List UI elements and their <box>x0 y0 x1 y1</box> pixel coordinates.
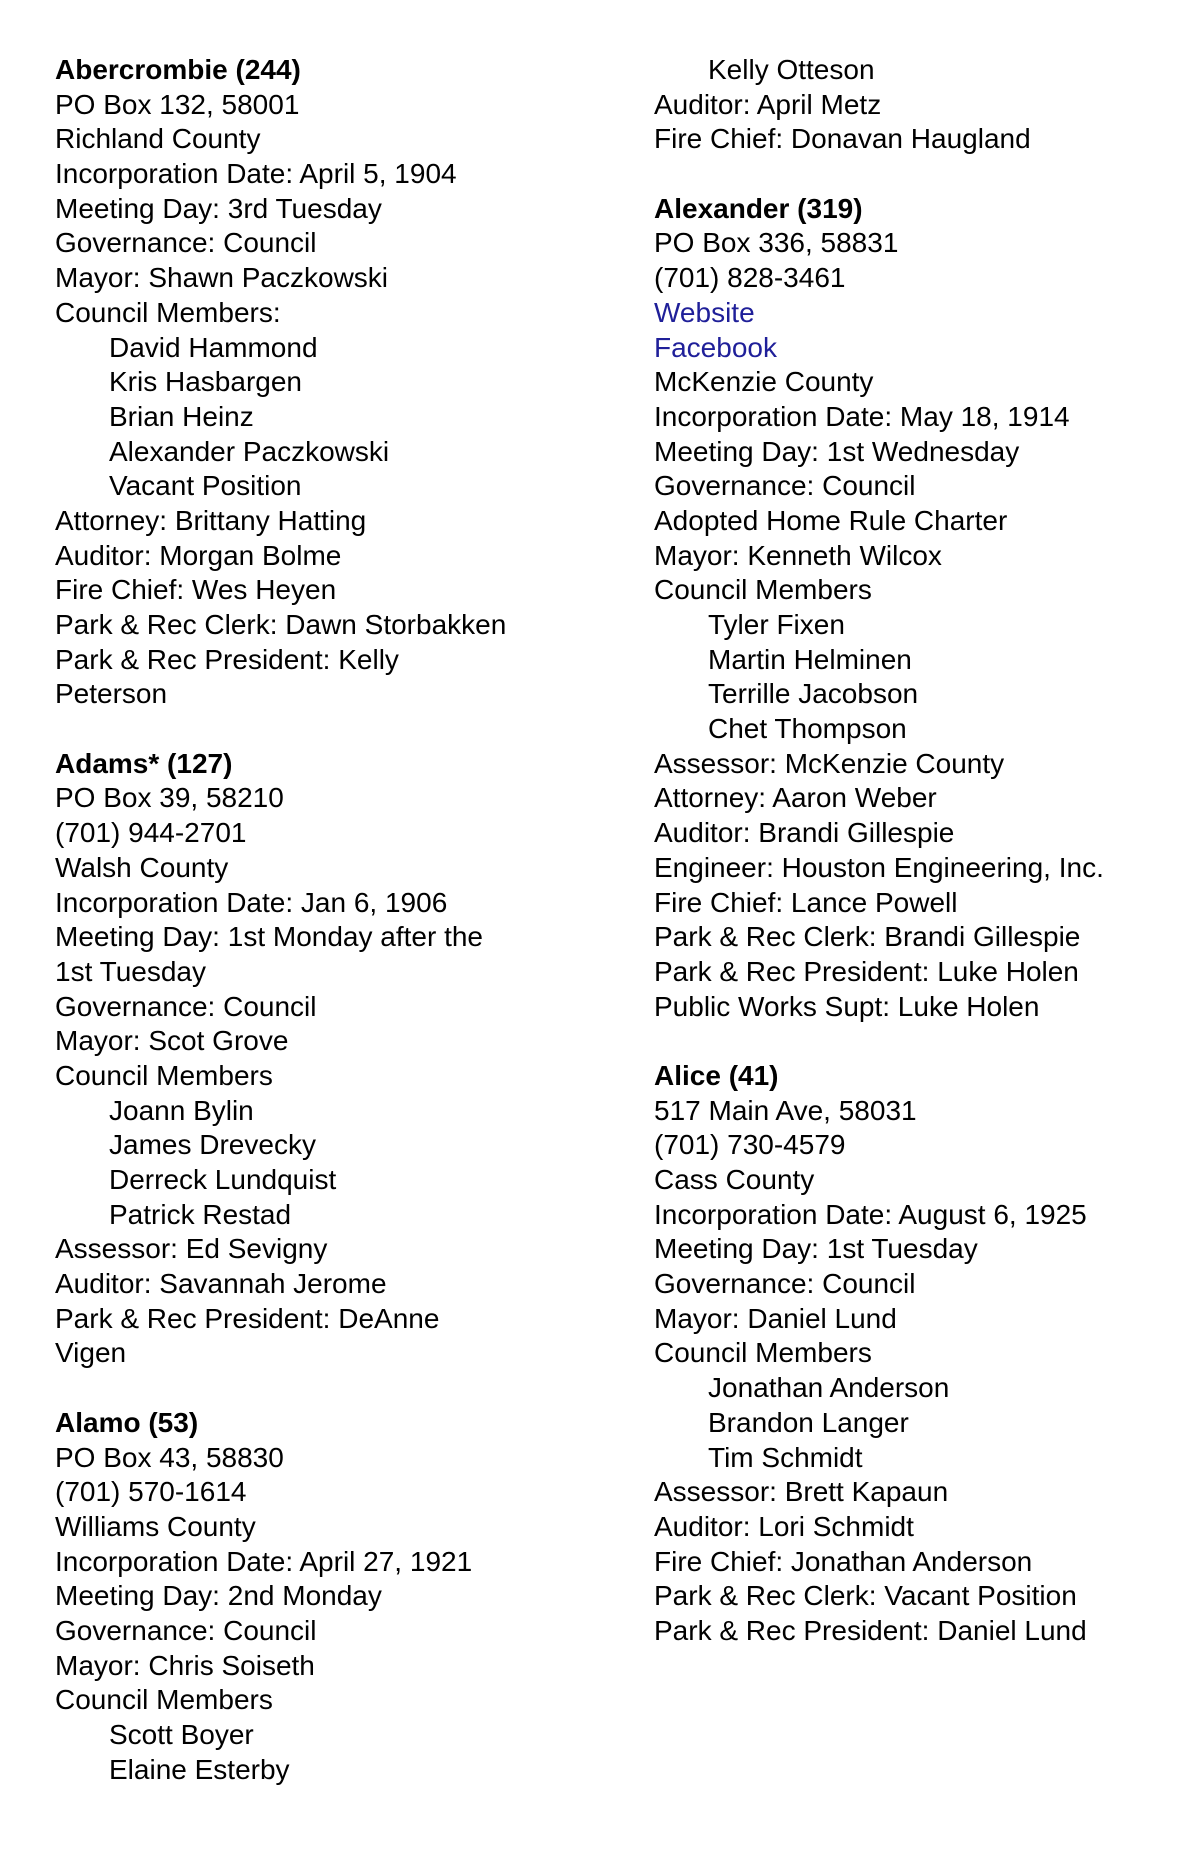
entry-spacer <box>654 1024 1194 1059</box>
council-member: Vacant Position <box>109 470 302 502</box>
park-rec-president: Park & Rec President: Luke Holen <box>654 955 1079 987</box>
assessor: Assessor: Ed Sevigny <box>55 1233 328 1265</box>
council-member: Alexander Paczkowski <box>109 435 390 467</box>
fire-chief: Fire Chief: Lance Powell <box>654 886 958 918</box>
entry-spacer <box>55 1371 615 1406</box>
governance: Governance: Council <box>55 1614 317 1646</box>
meeting-day-continued: 1st Tuesday <box>55 955 206 987</box>
park-rec-clerk: Park & Rec Clerk: Brandi Gillespie <box>654 921 1081 953</box>
council-member: Tyler Fixen <box>708 609 845 640</box>
council-members-label: Council Members <box>55 1684 273 1716</box>
council-member: Brian Heinz <box>109 400 254 432</box>
city-county: McKenzie County <box>654 366 874 398</box>
council-member: Terrille Jacobson <box>708 678 919 710</box>
city-address: PO Box 43, 58830 <box>55 1441 284 1473</box>
city-county: Richland County <box>55 123 261 155</box>
council-member: Brandon Langer <box>708 1406 909 1438</box>
city-heading-adams: Adams* (127) <box>55 747 233 779</box>
meeting-day: Meeting Day: 3rd Tuesday <box>55 192 382 224</box>
park-rec-clerk: Park & Rec Clerk: Dawn Storbakken <box>55 609 507 640</box>
incorporation-date: Incorporation Date: Jan 6, 1906 <box>55 886 448 918</box>
fire-chief: Fire Chief: Wes Heyen <box>55 574 337 606</box>
city-county: Walsh County <box>55 851 229 883</box>
council-member: Martin Helminen <box>708 643 912 675</box>
governance: Governance: Council <box>55 227 317 259</box>
council-member: Scott Boyer <box>109 1719 254 1750</box>
city-heading-abercrombie: Abercrombie (244) <box>55 54 301 85</box>
meeting-day: Meeting Day: 1st Wednesday <box>654 435 1020 467</box>
incorporation-date: Incorporation Date: August 6, 1925 <box>654 1198 1087 1230</box>
city-address: 517 Main Ave, 58031 <box>654 1094 917 1126</box>
attorney: Attorney: Aaron Weber <box>654 782 937 814</box>
governance: Governance: Council <box>654 470 916 502</box>
auditor: Auditor: Savannah Jerome <box>55 1268 387 1300</box>
council-member: Kelly Otteson <box>708 54 875 85</box>
council-member: Kris Hasbargen <box>109 366 302 398</box>
website-link[interactable]: Website <box>654 296 755 328</box>
city-phone: (701) 570-1614 <box>55 1476 247 1508</box>
mayor: Mayor: Chris Soiseth <box>55 1649 315 1681</box>
fire-chief: Fire Chief: Donavan Haugland <box>654 123 1031 155</box>
council-member: David Hammond <box>109 331 318 363</box>
council-member: Tim Schmidt <box>708 1441 863 1473</box>
meeting-day: Meeting Day: 1st Monday after the <box>55 921 483 953</box>
attorney: Attorney: Brittany Hatting <box>55 504 367 536</box>
fire-chief: Fire Chief: Jonathan Anderson <box>654 1545 1033 1577</box>
city-address: PO Box 39, 58210 <box>55 782 284 814</box>
facebook-link[interactable]: Facebook <box>654 331 777 363</box>
engineer: Engineer: Houston Engineering, Inc. <box>654 851 1104 883</box>
city-phone: (701) 944-2701 <box>55 817 247 849</box>
park-rec-president-continued: Vigen <box>55 1337 127 1369</box>
incorporation-date: Incorporation Date: April 5, 1904 <box>55 158 457 190</box>
left-column <box>55 53 615 1787</box>
mayor: Mayor: Scot Grove <box>55 1025 289 1057</box>
council-members-label: Council Members: <box>55 296 281 328</box>
city-county: Williams County <box>55 1510 256 1542</box>
council-member: Derreck Lundquist <box>109 1164 337 1195</box>
auditor: Auditor: Lori Schmidt <box>654 1510 914 1542</box>
public-works-supt: Public Works Supt: Luke Holen <box>654 990 1040 1022</box>
council-member: Patrick Restad <box>109 1198 292 1230</box>
mayor: Mayor: Kenneth Wilcox <box>654 539 942 571</box>
park-rec-president: Park & Rec President: Daniel Lund <box>654 1614 1087 1646</box>
park-rec-president-continued: Peterson <box>55 678 168 710</box>
meeting-day: Meeting Day: 1st Tuesday <box>654 1233 978 1265</box>
city-phone: (701) 828-3461 <box>654 262 846 294</box>
home-rule-charter: Adopted Home Rule Charter <box>654 504 1008 536</box>
city-heading-alexander: Alexander (319) <box>654 192 863 224</box>
meeting-day: Meeting Day: 2nd Monday <box>55 1580 382 1612</box>
city-heading-alice: Alice (41) <box>654 1059 779 1091</box>
auditor: Auditor: April Metz <box>654 88 882 120</box>
auditor: Auditor: Brandi Gillespie <box>654 817 955 849</box>
right-column <box>654 53 1194 1649</box>
council-member: Chet Thompson <box>708 713 907 745</box>
governance: Governance: Council <box>55 990 317 1022</box>
entry-spacer <box>654 157 1194 192</box>
council-members-label: Council Members <box>55 1059 273 1091</box>
city-county: Cass County <box>654 1164 815 1195</box>
council-member: Jonathan Anderson <box>708 1372 950 1404</box>
city-heading-alamo: Alamo (53) <box>55 1406 199 1438</box>
mayor: Mayor: Shawn Paczkowski <box>55 262 389 294</box>
incorporation-date: Incorporation Date: April 27, 1921 <box>55 1545 473 1577</box>
park-rec-president: Park & Rec President: DeAnne <box>55 1302 440 1334</box>
city-phone: (701) 730-4579 <box>654 1129 846 1161</box>
mayor: Mayor: Daniel Lund <box>654 1302 897 1334</box>
incorporation-date: Incorporation Date: May 18, 1914 <box>654 400 1070 432</box>
assessor: Assessor: McKenzie County <box>654 747 1005 779</box>
council-member: James Drevecky <box>109 1129 316 1161</box>
auditor: Auditor: Morgan Bolme <box>55 539 342 571</box>
city-address: PO Box 132, 58001 <box>55 88 300 120</box>
assessor: Assessor: Brett Kapaun <box>654 1476 949 1508</box>
council-members-label: Council Members <box>654 574 872 606</box>
city-address: PO Box 336, 58831 <box>654 227 899 259</box>
entry-spacer <box>55 712 615 747</box>
park-rec-clerk: Park & Rec Clerk: Vacant Position <box>654 1580 1077 1612</box>
council-member: Elaine Esterby <box>109 1753 290 1785</box>
park-rec-president: Park & Rec President: Kelly <box>55 643 399 675</box>
governance: Governance: Council <box>654 1268 916 1300</box>
council-members-label: Council Members <box>654 1337 872 1369</box>
council-member: Joann Bylin <box>109 1094 254 1126</box>
